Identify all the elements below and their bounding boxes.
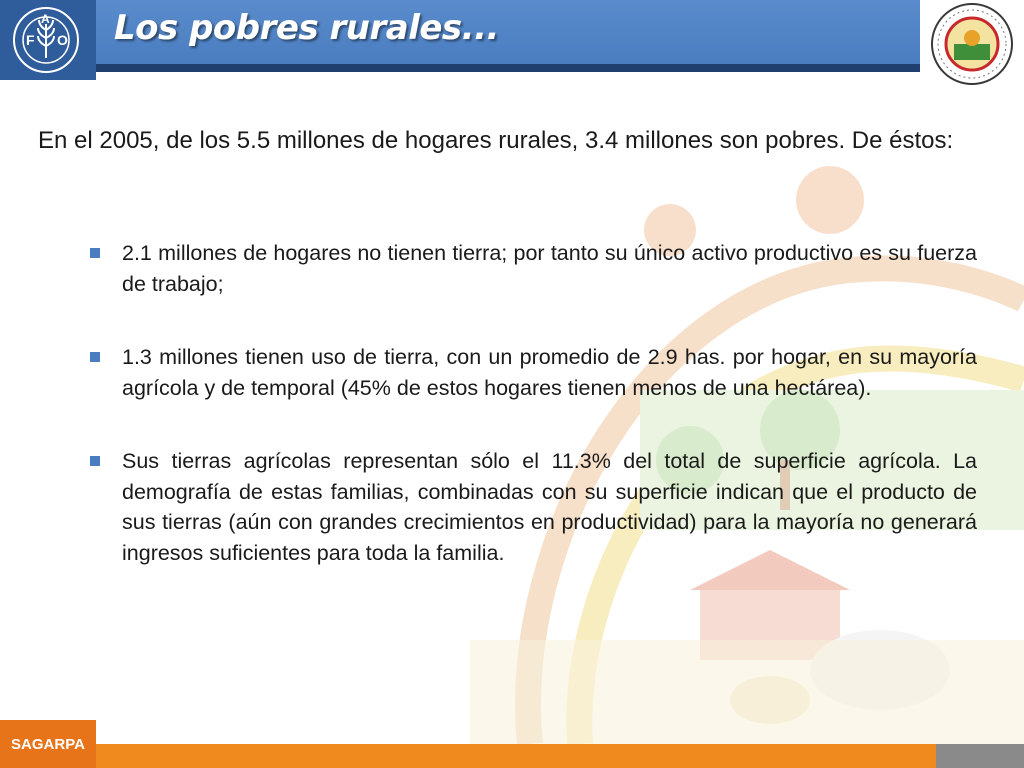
intro-paragraph: En el 2005, de los 5.5 millones de hogares rurales, 3.4 millones son pobres. De éstos:: [38, 127, 954, 154]
square-bullet-icon: [90, 352, 100, 362]
fao-logo: [0, 0, 96, 80]
bullet-text: 1.3 millones tienen uso de tierra, con un promedio de 2.9 has. por hogar, en su mayoría agrícola y de temporal (45% de estos hogares tienen menos de una hectárea).: [122, 345, 977, 400]
square-bullet-icon: [90, 456, 100, 466]
fao-letter-f: F: [26, 32, 35, 48]
footer-bar-end: [936, 744, 1024, 768]
sagarpa-logo: SAGARPA: [0, 720, 96, 768]
square-bullet-icon: [90, 248, 100, 258]
seal-logo: [920, 0, 1024, 88]
fao-letter-o: O: [57, 32, 68, 48]
list-item: [122, 238, 977, 299]
slide-header: [0, 0, 1024, 80]
title-underline: [96, 64, 920, 72]
bullet-text: Sus tierras agrícolas representan sólo el 11.3% del total de superficie agrícola. La demografía de estas familias, combinadas con su superficie indican que el producto de sus tierras (aún con grandes crecimientos en productividad) para la mayoría no generará ingresos suficientes para toda la familia.: [122, 449, 977, 565]
list-item: [122, 446, 977, 568]
bullet-list: [122, 238, 977, 611]
figure-head-icon: [796, 166, 864, 234]
bullet-text: 2.1 millones de hogares no tienen tierra; por tanto su único activo productivo es su fuerza de trabajo;: [122, 241, 977, 296]
slide-content: [38, 124, 977, 565]
seal-logo-icon: [920, 0, 1024, 88]
fao-logo-icon: [0, 0, 96, 80]
page-title: Los pobres rurales...: [114, 8, 499, 48]
footer-bar: [96, 744, 936, 768]
list-item: [122, 342, 977, 403]
fao-letter-a: A: [41, 12, 50, 26]
